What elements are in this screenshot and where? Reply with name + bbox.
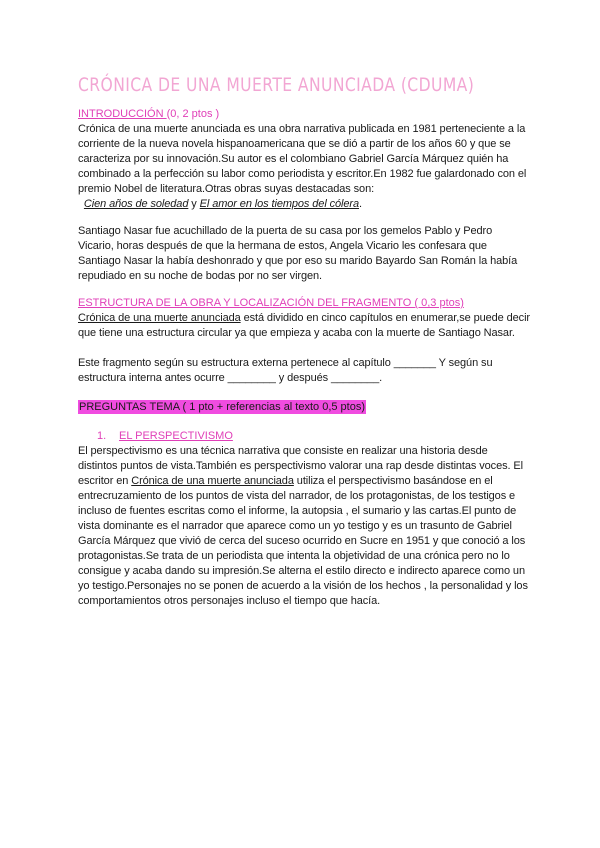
perspectivismo-text-start: El perspectivismo es una técnica narrativa que consiste en realizar una historia desde distintos puntos de vista.También es perspectivismo valorar una rap desde distintas voces. El escritor en bbox=[78, 445, 523, 487]
intro-heading bbox=[78, 107, 219, 122]
work-title-amor-colera: El amor en los tiempos del cólera bbox=[199, 198, 359, 210]
estructura-heading: ESTRUCTURA DE LA OBRA Y LOCALIZACIÓN DEL FRAGMENTO ( 0,3 ptos) bbox=[78, 297, 464, 309]
summary-paragraph: Santiago Nasar fue acuchillado de la puerta de su casa por los gemelos Pablo y Pedro Vicario, horas después de que la hermana de estos, Angela Vicario les confesara que Santiago Nasar la había deshonrado y que por eso su marido Bayardo San Román la había repudiado en su noche de bodas por no ser virgen. bbox=[78, 225, 518, 282]
intro-points: (0, 2 ptos ) bbox=[166, 108, 220, 120]
book-title: Crónica de una muerte anunciada bbox=[78, 312, 241, 324]
preguntas-heading bbox=[78, 400, 366, 415]
perspectivismo-paragraph bbox=[78, 444, 530, 609]
intro-heading-label: INTRODUCCIÓN bbox=[78, 108, 167, 120]
perspectivismo-heading bbox=[97, 429, 233, 444]
book-title-2: Crónica de una muerte anunciada bbox=[131, 475, 294, 487]
intro-text: Crónica de una muerte anunciada es una obra narrativa publicada en 1981 perteneciente a la corriente de la nueva novela hispanoamericana que se dió a partir de los años 60 y que se caracteriza por su innovación.Su autor es el colombiano Gabriel García Márquez quién ha combinado a la perfección su labor como periodista y escritor.En 1982 fue galardonado con el premio Nobel de literatura.Otras obras suyas destacadas son: bbox=[78, 123, 527, 195]
preguntas-heading-label: PREGUNTAS TEMA ( 1 pto + referencias al texto 0,5 ptos) bbox=[79, 401, 366, 413]
perspectivismo-heading-label: EL PERSPECTIVISMO bbox=[119, 430, 233, 442]
intro-paragraph bbox=[78, 122, 530, 212]
estructura-paragraph bbox=[78, 311, 530, 341]
list-number: 1. bbox=[97, 430, 107, 442]
perspectivismo-text-rest: utiliza el perspectivismo basándose en el entrecruzamiento de los puntos de vista del narrador, de los protagonistas, de los testigos e incluso de fuentes escritas como el informe, la autopsia , el sumario y las cartas.El punto de vista dominante es el narrador que aparece como un yo testigo y es un trasunto de Gabriel García Márquez que vivió de cerca del suceso ocurrido en Sucre en 1951 y que conoció a los protagonistas.Se trata de un periodista que intenta la objetividad de una crónica pero no lo consigue y acaba dando su impresión.Se alterna el estilo directo e indirecto aparece como un yo testigo.Personajes no se ponen de acuerdo a la visión de los hechos , la personalidad y los comportamientos otros personajes incluso el tiempo que hacía. bbox=[78, 475, 528, 607]
work-joiner: y bbox=[188, 198, 200, 210]
page-title: CRÓNICA DE UNA MUERTE ANUNCIADA (CDUMA) bbox=[78, 74, 475, 96]
fragment-paragraph: Este fragmento según su estructura externa pertenece al capítulo _______ Y según su estructura interna antes ocurre ________ y después ________. bbox=[78, 357, 493, 384]
work-title-cien-anos: Cien años de soledad bbox=[83, 198, 189, 210]
intro-end: . bbox=[359, 198, 362, 210]
estructura-text: está dividido en cinco capítulos en enumerar,se puede decir que tiene una estructura circular ya que empieza y acaba con la muerte de Santiago Nasar. bbox=[78, 312, 530, 339]
